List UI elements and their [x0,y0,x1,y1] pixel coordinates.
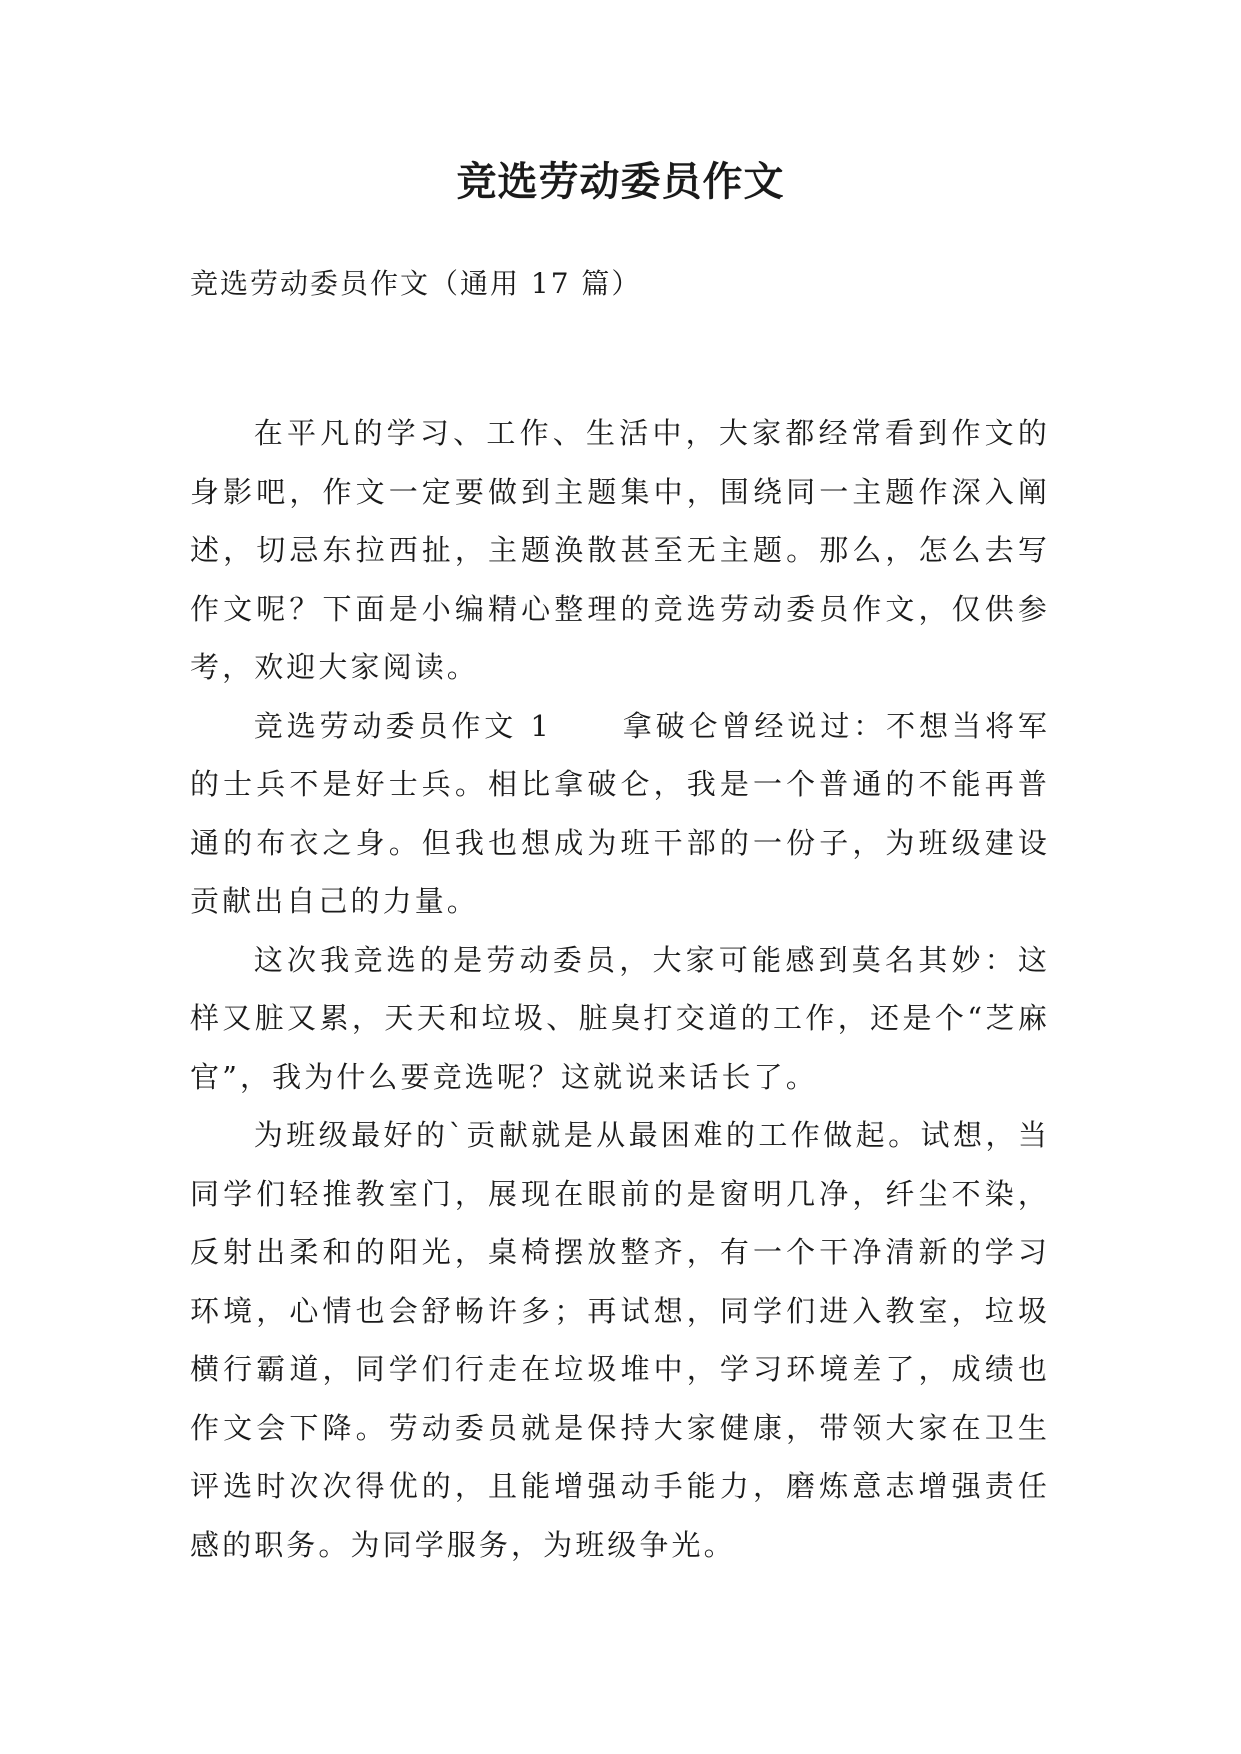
essay-1-text: 拿破仑曾经说过：不想当将军的士兵不是好士兵。相比拿破仑，我是一个普通的不能再普通的布衣之身。但我也想成为班干部的一份子，为班级建设贡献出自己的力量。 [190,708,1050,918]
intro-paragraph: 在平凡的学习、工作、生活中，大家都经常看到作文的身影吧，作文一定要做到主题集中，围绕同一主题作深入阐述，切忌东拉西扯，主题涣散甚至无主题。那么，怎么去写作文呢？下面是小编精心整理的竞选劳动委员作文，仅供参考，欢迎大家阅读。 [190,416,1050,684]
document-title: 竞选劳动委员作文 [456,158,785,205]
document-body [190,404,1050,1574]
body-paragraph: 为班级最好的`贡献就是从最困难的工作做起。试想，当同学们轻推教室门，展现在眼前的是窗明几净，纤尘不染，反射出柔和的阳光，桌椅摆放整齐，有一个干净清新的学习环境，心情也会舒畅许多；再试想，同学们进入教室，垃圾横行霸道，同学们行走在垃圾堆中，学习环境差了，成绩也作文会下降。劳动委员就是保持大家健康，带领大家在卫生评选时次次得优的，且能增强动手能力，磨炼意志增强责任感的职务。为同学服务，为班级争光。 [190,1118,1050,1562]
document-subtitle: 竞选劳动委员作文（通用 17 篇） [190,267,642,300]
body-paragraph: 这次我竞选的是劳动委员，大家可能感到莫名其妙：这样又脏又累，天天和垃圾、脏臭打交道的工作，还是个“芝麻官”，我为什么要竞选呢？这就说来话长了。 [190,942,1050,1094]
essay-1-heading: 竞选劳动委员作文 1 [253,708,552,743]
essay-1-paragraph [190,697,1050,931]
